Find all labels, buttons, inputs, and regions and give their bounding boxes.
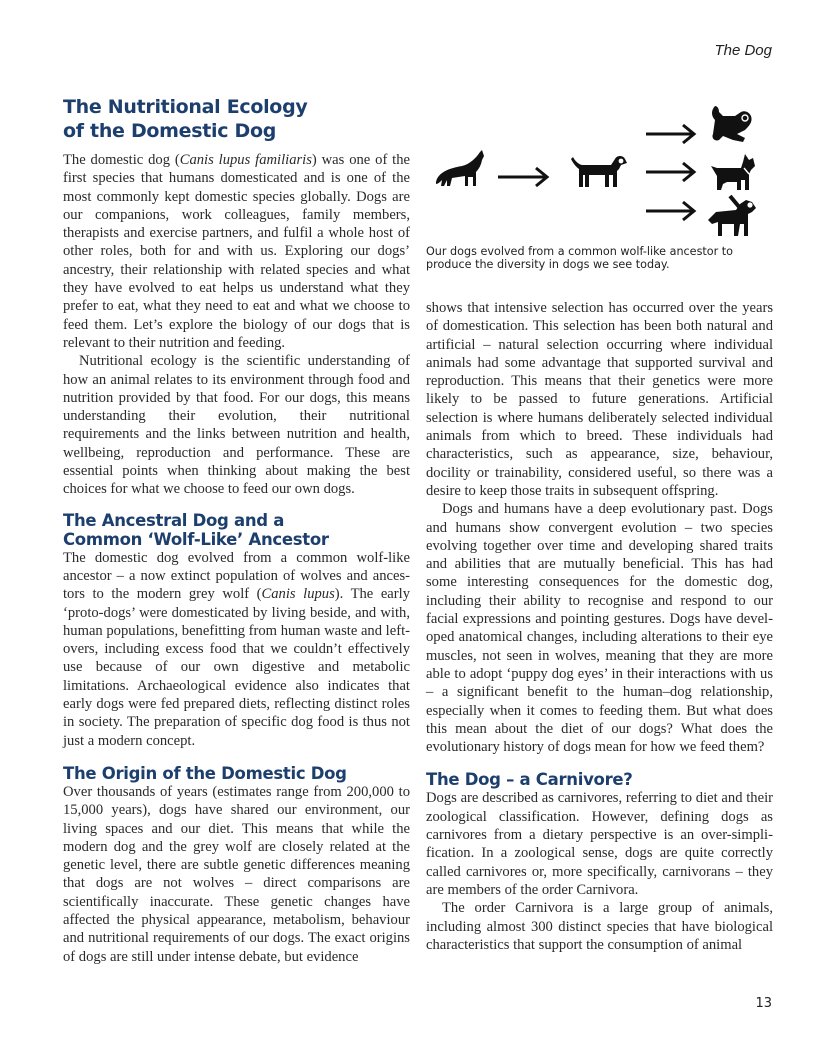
arrow-icon [646,202,694,220]
carnivore-paragraph-2: The order Carnivora is a large group of animals, including almost 300 distinct species that have biological characteristics that support the consumption of animal [426,900,773,953]
arrow-icon [498,168,547,186]
text-run: ) was one of the first species that humans domesticated and is one of the most commonly kept domestic species globally. Dogs are our companions, work colleagues, family members, therapists and exercise partners, and fulfil a whole host of other roles, both for and with us. Exploring our dogs’ ancestry, their relationship with related species and what they have evolved to eat helps us understand what they prefer to eat, what they need to eat and what we choose to feed them. Let’s explore the biology of our dogs that is relevant to their nutrition and feeding. [63,152,410,351]
left-column [63,95,410,966]
intro-paragraph-2: Nutritional ecology is the scientific understanding of how an animal relates to its environment through food and nutrition provided by that food. For our dogs, this means understanding their evolution, their nutritional requirements and the links between nutrition and health, wellbeing, reproduction and performance. These are essential points when thinking about making the best choices for what we choose to feed our own dogs. [63,353,410,498]
heading-origin: The Origin of the Domestic Dog [63,763,347,783]
origin-paragraph-1: Over thousands of years (estimates range from 200,000 to 15,000 years), dogs have shared our environment, our living spaces and our diet. This means that while the modern dog and the grey wolf are closely related at the genetic level, there are subtle genetic differences meaning that dogs are not wolves – direct comparisons are scientifically inaccurate. These genetic changes have affected the physical appearance, metabolism, behaviour and nutritional requirements of our dogs. The exact origins of dogs are still under intense debate, but evidence [63,783,410,965]
species-name: Canis lupus [261,586,335,603]
right-column [426,299,773,954]
guide-dog-icon [708,196,756,236]
text-run: ). The early ‘proto-dogs’ were domesticated by living beside, and with, human populations, benefitting from human waste and left-overs, including excess food that we couldn’t effectively use because of our own digestive and metabolic limitations. Archaeological evidence also indicates that early dogs were fed prepared diets, reflecting distinct roles in society. The preparation of specific dog food is thus not just a modern concept. [63,586,410,749]
wolf-icon [436,150,484,186]
origin-paragraph-1-continued: shows that intensive selection has occurred over the years of domestication. This selection has been both natural and artificial – natural selection occurring where individual animals had some advantage that supported survival and reproduction. This means that their genetics were more likely to be passed to future generations. Artificial selection is where humans deliberately selected individual animals from which to breed. These individuals had characteristics, such as appearance, size, behaviour, docility or trainability, considered useful, so there was a desire to keep those traits in subsequent offspring. [426,300,773,499]
heading-carnivore: The Dog – a Carnivore? [426,770,633,790]
title-line-1: The Nutritional Ecology [63,96,308,118]
carnivore-paragraph-1: Dogs are described as carnivores, referring to diet and their zoological classification. However, defining dogs as carnivores from a dietary perspective is an over-simplification. In a zoological sense, dogs are quite correctly called carnivores or, more specifically, carnivorans – they are members of the order Carnivora. [426,790,773,898]
evolution-figure [426,100,776,280]
ancestral-paragraph [63,549,410,750]
heading-ancestral-dog [63,511,410,549]
heading-line: Common ‘Wolf-Like’ Ancestor [63,529,329,549]
page-number: 13 [755,996,772,1011]
page-title [63,95,410,143]
title-line-2: of the Domestic Dog [63,120,277,142]
terrier-icon [711,154,755,190]
evolution-diagram [426,100,776,245]
heading-line: The Ancestral Dog and a [63,510,285,530]
species-name: Canis lupus familiaris [179,152,312,168]
running-head: The Dog [714,42,772,59]
origin-paragraph-2: Dogs and humans have a deep evolutionary past. Dogs and humans show convergent evolution – two species evolving together over time and developing shared traits and abilities that are mutually beneficial. This has had some interesting consequences for the domestic dog, including their ability to recognise and respond to our facial expressions and pointing gestures. Dogs have developed anatomical changes, including alterations to their eye muscles, not seen in wolves, meaning that they are more able to adopt ‘puppy dog eyes’ in their interactions with us – a significant benefit to the human–dog relationship, especially when it comes to feeding them. But what does this mean about the diet of our dogs? What does the evolutionary history of dogs mean for how we feed them? [426,501,773,756]
arrow-icon [646,125,694,143]
puppy-icon [712,106,752,142]
text-run: The domestic dog ( [63,152,180,168]
figure-caption: Our dogs evolved from a common wolf-like ancestor to produce the diversity in dogs we see today. [426,245,734,271]
intro-paragraph-1 [63,151,410,352]
ancestral-dog-icon [571,156,627,187]
text-run: The domestic dog evolved from a common wolf-like ancestor – a now extinct population of wolves and ancestors to the modern grey wolf ( [63,549,410,603]
arrow-icon [646,163,694,181]
